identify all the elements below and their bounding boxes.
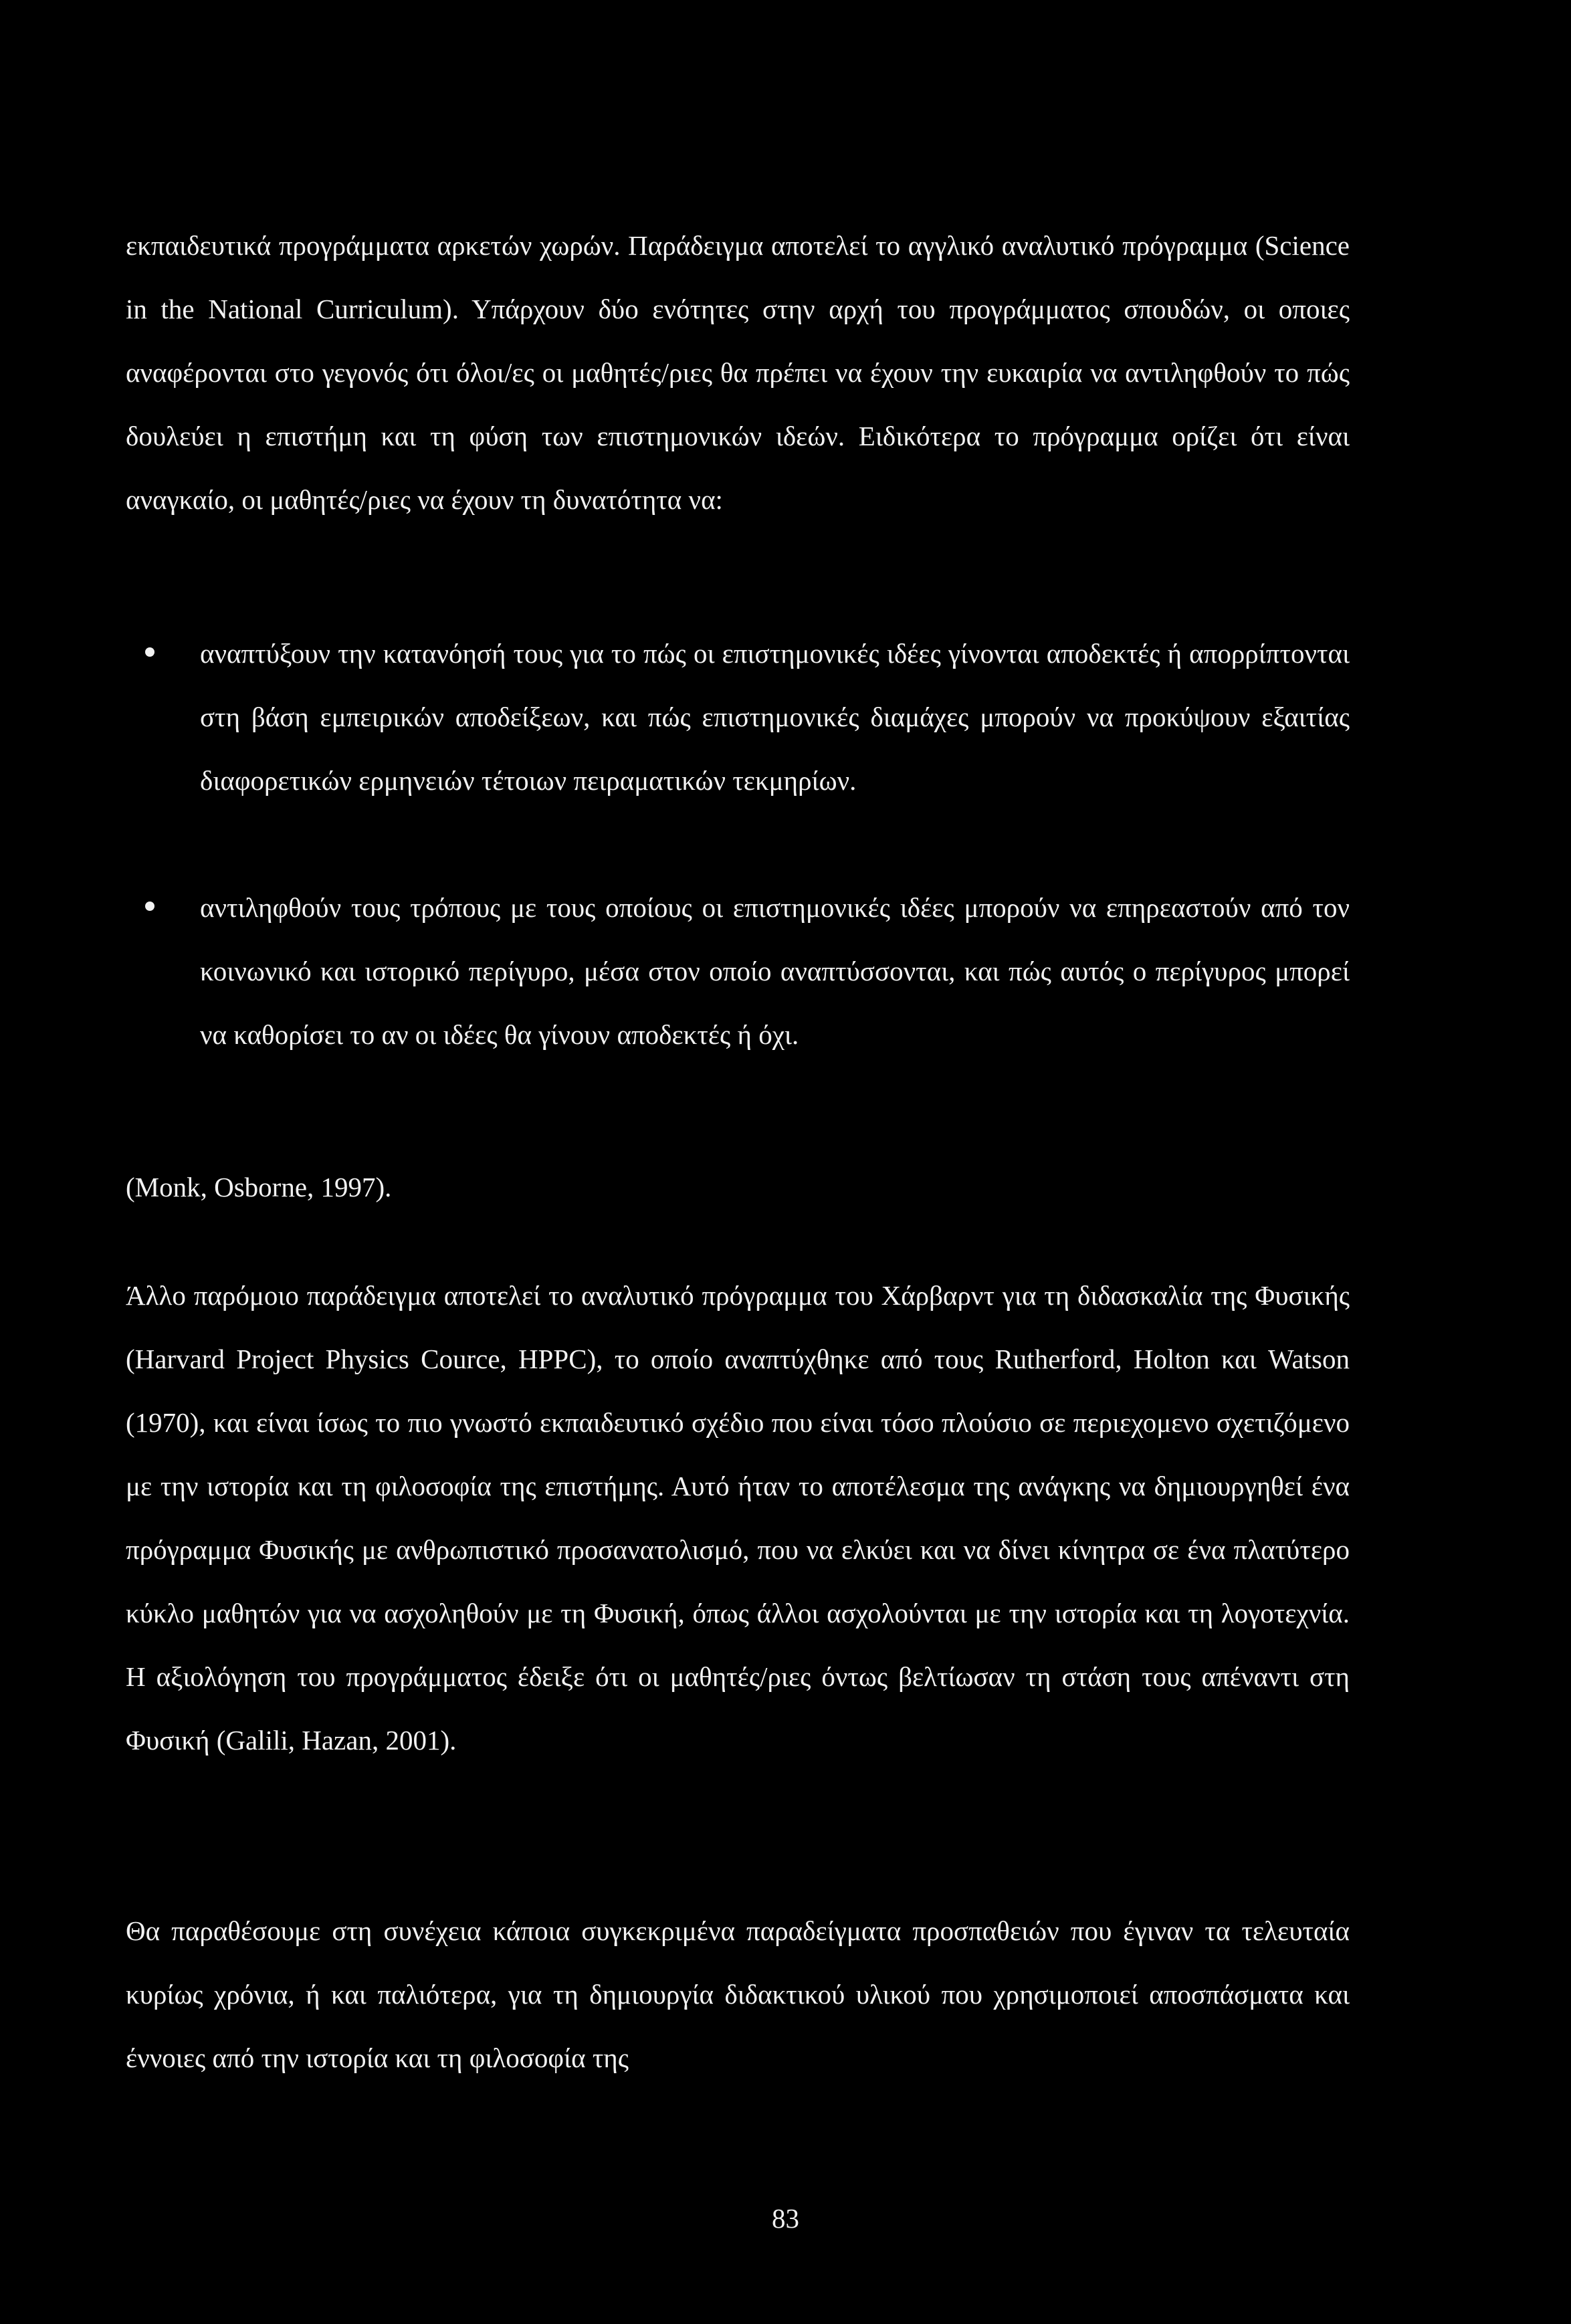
list-item (126, 876, 1350, 1067)
page-number: 83 (772, 2203, 799, 2234)
bullet-icon (145, 647, 154, 657)
list-item-text: αναπτύξουν την κατανόησή τους για το πώς οι επιστημονικές ιδέες γίνονται αποδεκτές ή απορρίπτονται στη βάση εμπειρικών αποδείξεων, και πώς επιστημονικές διαμάχες μπορούν να προκύψουν εξαιτίας διαφορετικών ερμηνειών τέτοιων πειραματικών τεκμηρίων. (200, 638, 1350, 796)
paragraph-hppc: Άλλο παρόμοιο παράδειγμα αποτελεί το αναλυτικό πρόγραμμα του Χάρβαρντ για τη διδασκαλία της Φυσικής (Harvard Project Physics Cource, HPPC), το οποίο αναπτύχθηκε από τους Rutherford, Holton και Watson (1970), και είναι ίσως το πιο γνωστό εκπαιδευτικό σχέδιο που είναι τόσο πλούσιο σε περιεχομενο σχετιζόμενο με την ιστορία και τη φιλοσοφία της επιστήμης. Αυτό ήταν το αποτέλεσμα της ανάγκης να δημιουργηθεί ένα πρόγραμμα Φυσικής με ανθρωπιστικό προσανατολισμό, που να ελκύει και να δίνει κίνητρα σε ένα πλατύτερο κύκλο μαθητών για να ασχοληθούν με τη Φυσική, όπως άλλοι ασχολούνται με την ιστορία και τη λογοτεχνία. Η αξιολόγηση του προγράμματος έδειξε ότι οι μαθητές/ριες όντως βελτίωσαν τη στάση τους απέναντι στη Φυσική (Galili, Hazan, 2001). (126, 1280, 1350, 1756)
citation: (Monk, Osborne, 1997). (126, 1172, 392, 1202)
list-item-text: αντιληφθούν τους τρόπους με τους οποίους οι επιστημονικές ιδέες μπορούν να επηρεαστούν από τον κοινωνικό και ιστορικό περίγυρο, μέσα στον οποίο αναπτύσσονται, και πώς αυτός ο περίγυρος μπορεί να καθορίσει το αν οι ιδέες θα γίνουν αποδεκτές ή όχι. (200, 892, 1350, 1050)
paragraph-curriculum-intro: εκπαιδευτικά προγράμματα αρκετών χωρών. Παράδειγμα αποτελεί το αγγλικό αναλυτικό πρόγραμμα (Science in the National Curriculum). Υπάρχουν δύο ενότητες στην αρχή του προγράμματος σπουδών, οι οποιες αναφέρονται στο γεγονός ότι όλοι/ες οι μαθητές/ριες θα πρέπει να έχουν την ευκαιρία να αντιληφθούν το πώς δουλεύει η επιστήμη και τη φύση των επιστημονικών ιδεών. Ειδικότερα το πρόγραμμα ορίζει ότι είναι αναγκαίο, οι μαθητές/ριες να έχουν τη δυνατότητα να: (126, 230, 1350, 515)
objectives-list (126, 622, 1350, 1067)
bullet-icon (145, 902, 154, 911)
list-item (126, 622, 1350, 813)
paragraph-examples-intro: Θα παραθέσουμε στη συνέχεια κάποια συγκεκριμένα παραδείγματα προσπαθειών που έγιναν τα τελευταία κυρίως χρόνια, ή και παλιότερα, για τη δημιουργία διδακτικού υλικού που χρησιμοποιεί αποσπάσματα και έννοιες από την ιστορία και τη φιλοσοφία της (126, 1915, 1350, 2073)
